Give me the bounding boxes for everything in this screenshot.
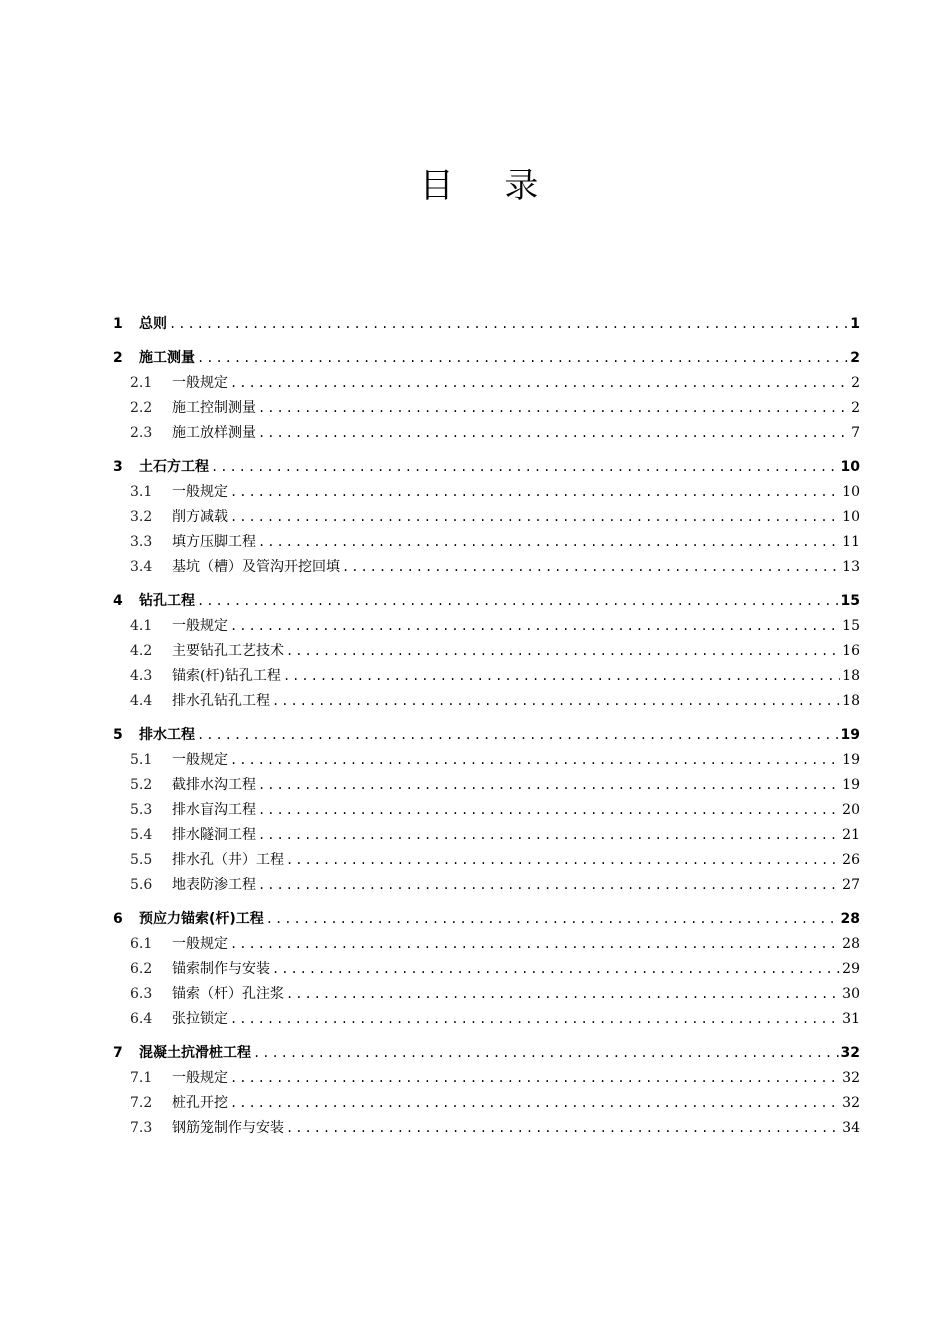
toc-dot-leader: [230, 1091, 840, 1116]
toc-entry-page: 11: [842, 534, 860, 550]
toc-entry-number: 4: [113, 593, 123, 609]
toc-entry-number: 7: [113, 1045, 123, 1061]
toc-section-entry[interactable]: [113, 664, 860, 689]
toc-entry-label: 一般规定: [172, 618, 228, 634]
toc-entry-page: 18: [842, 668, 860, 684]
toc-entry-number: 3.1: [130, 484, 153, 500]
toc-entry-page: 32: [842, 1095, 860, 1111]
toc-dot-leader: [286, 982, 840, 1007]
toc-entry-label: 排水孔钻孔工程: [172, 693, 270, 709]
toc-dot-leader: [258, 823, 840, 848]
toc-entry-label: 混凝土抗滑桩工程: [139, 1045, 251, 1061]
toc-entry-label: 锚索制作与安装: [172, 961, 270, 977]
toc-dot-leader: [258, 530, 840, 555]
toc-section-entry[interactable]: [113, 848, 860, 873]
toc-dot-leader: [258, 421, 849, 446]
toc-entry-label: 钢筋笼制作与安装: [172, 1120, 284, 1136]
toc-entry-page: 29: [842, 961, 860, 977]
toc-section-entry[interactable]: [113, 1091, 860, 1116]
toc-entry-page: 2: [850, 350, 860, 366]
toc-entry-number: 1: [113, 316, 123, 332]
toc-entry-label: 张拉锁定: [172, 1011, 228, 1027]
toc-chapter-entry[interactable]: [113, 723, 860, 748]
toc-entry-number: 5.5: [130, 852, 153, 868]
toc-section-entry[interactable]: [113, 396, 860, 421]
toc-entry-label: 一般规定: [172, 936, 228, 952]
table-of-contents: [113, 310, 860, 1141]
toc-section-entry[interactable]: [113, 873, 860, 898]
toc-section-entry[interactable]: [113, 982, 860, 1007]
toc-entry-page: 27: [842, 877, 860, 893]
toc-section-entry[interactable]: [113, 773, 860, 798]
toc-entry-page: 20: [842, 802, 860, 818]
toc-chapter-entry[interactable]: [113, 907, 860, 932]
toc-chapter-entry[interactable]: [113, 1041, 860, 1066]
toc-section-entry[interactable]: [113, 480, 860, 505]
toc-entry-number: 6.1: [130, 936, 153, 952]
toc-dot-leader: [253, 1041, 839, 1066]
toc-entry-number: 6: [113, 911, 123, 927]
toc-dot-leader: [197, 346, 848, 371]
toc-entry-label: 主要钻孔工艺技术: [172, 643, 284, 659]
toc-entry-page: 28: [842, 936, 860, 952]
toc-entry-page: 13: [842, 559, 860, 575]
toc-entry-page: 26: [842, 852, 860, 868]
toc-chapter-entry[interactable]: [113, 346, 860, 371]
toc-entry-number: 2: [113, 350, 123, 366]
toc-entry-label: 一般规定: [172, 1070, 228, 1086]
toc-entry-label: 钻孔工程: [139, 593, 195, 609]
toc-entry-number: 5: [113, 727, 123, 743]
toc-entry-number: 2.3: [130, 425, 153, 441]
toc-dot-leader: [283, 664, 840, 689]
toc-section-entry[interactable]: [113, 614, 860, 639]
toc-entry-number: 6.4: [130, 1011, 153, 1027]
toc-entry-label: 施工控制测量: [172, 400, 256, 416]
toc-entry-number: 6.3: [130, 986, 153, 1002]
toc-entry-page: 15: [840, 593, 860, 609]
toc-section-entry[interactable]: [113, 1116, 860, 1141]
toc-entry-page: 21: [842, 827, 860, 843]
toc-entry-label: 总则: [139, 316, 167, 332]
toc-entry-number: 6.2: [130, 961, 153, 977]
toc-entry-page: 18: [842, 693, 860, 709]
toc-dot-leader: [286, 848, 840, 873]
toc-entry-label: 桩孔开挖: [172, 1095, 228, 1111]
toc-entry-number: 5.1: [130, 752, 153, 768]
toc-entry-label: 施工测量: [139, 350, 195, 366]
toc-dot-leader: [258, 773, 840, 798]
toc-section-entry[interactable]: [113, 1066, 860, 1091]
toc-dot-leader: [197, 589, 839, 614]
toc-entry-number: 4.3: [130, 668, 153, 684]
toc-entry-number: 4.4: [130, 693, 153, 709]
toc-dot-leader: [230, 1007, 840, 1032]
toc-section-entry[interactable]: [113, 932, 860, 957]
toc-entry-label: 排水工程: [139, 727, 195, 743]
toc-section-entry[interactable]: [113, 1007, 860, 1032]
toc-section-entry[interactable]: [113, 421, 860, 446]
toc-entry-label: 基坑（槽）及管沟开挖回填: [172, 559, 340, 575]
toc-entry-page: 32: [840, 1045, 860, 1061]
toc-entry-page: 16: [842, 643, 860, 659]
toc-chapter-entry[interactable]: [113, 312, 860, 337]
toc-section-entry[interactable]: [113, 505, 860, 530]
toc-chapter-entry[interactable]: [113, 589, 860, 614]
toc-entry-label: 锚索（杆）孔注浆: [172, 986, 284, 1002]
toc-entry-label: 截排水沟工程: [172, 777, 256, 793]
toc-entry-label: 排水孔（井）工程: [172, 852, 284, 868]
toc-section-entry[interactable]: [113, 798, 860, 823]
toc-entry-label: 填方压脚工程: [172, 534, 256, 550]
toc-entry-page: 28: [840, 911, 860, 927]
toc-entry-page: 19: [842, 752, 860, 768]
toc-section-entry[interactable]: [113, 371, 860, 396]
toc-dot-leader: [230, 932, 840, 957]
toc-entry-number: 4.2: [130, 643, 153, 659]
toc-entry-label: 排水盲沟工程: [172, 802, 256, 818]
toc-section-entry[interactable]: [113, 639, 860, 664]
toc-entry-number: 7.2: [130, 1095, 153, 1111]
toc-entry-page: 10: [842, 484, 860, 500]
toc-dot-leader: [211, 455, 839, 480]
toc-entry-number: 5.3: [130, 802, 153, 818]
toc-dot-leader: [286, 1116, 840, 1141]
toc-dot-leader: [258, 798, 840, 823]
toc-entry-number: 5.2: [130, 777, 153, 793]
toc-dot-leader: [272, 957, 840, 982]
toc-entry-number: 5.4: [130, 827, 153, 843]
toc-entry-number: 2.2: [130, 400, 153, 416]
toc-entry-label: 预应力锚索(杆)工程: [139, 911, 264, 927]
toc-entry-page: 19: [842, 777, 860, 793]
toc-entry-number: 3: [113, 459, 123, 475]
toc-entry-page: 2: [851, 400, 860, 416]
toc-entry-number: 2.1: [130, 375, 153, 391]
toc-section-entry[interactable]: [113, 689, 860, 714]
toc-section-entry[interactable]: [113, 555, 860, 580]
toc-entry-label: 排水隧洞工程: [172, 827, 256, 843]
toc-section-entry[interactable]: [113, 823, 860, 848]
toc-entry-label: 一般规定: [172, 375, 228, 391]
toc-entry-page: 7: [851, 425, 860, 441]
toc-entry-label: 施工放样测量: [172, 425, 256, 441]
toc-dot-leader: [169, 312, 848, 337]
toc-entry-label: 一般规定: [172, 484, 228, 500]
toc-dot-leader: [286, 639, 840, 664]
toc-dot-leader: [230, 614, 840, 639]
toc-entry-page: 32: [842, 1070, 860, 1086]
toc-entry-number: 7.3: [130, 1120, 153, 1136]
toc-entry-page: 19: [840, 727, 860, 743]
toc-dot-leader: [258, 873, 840, 898]
toc-entry-page: 10: [840, 459, 860, 475]
toc-dot-leader: [197, 723, 839, 748]
toc-chapter-entry[interactable]: [113, 455, 860, 480]
toc-dot-leader: [230, 748, 840, 773]
toc-entry-number: 5.6: [130, 877, 153, 893]
toc-entry-number: 3.3: [130, 534, 153, 550]
toc-dot-leader: [230, 505, 840, 530]
toc-section-entry[interactable]: [113, 957, 860, 982]
toc-entry-page: 34: [842, 1120, 860, 1136]
toc-entry-number: 7.1: [130, 1070, 153, 1086]
toc-dot-leader: [342, 555, 840, 580]
toc-dot-leader: [272, 689, 840, 714]
toc-entry-label: 削方减载: [172, 509, 228, 525]
toc-entry-label: 土石方工程: [139, 459, 209, 475]
toc-entry-number: 4.1: [130, 618, 153, 634]
toc-entry-page: 10: [842, 509, 860, 525]
toc-dot-leader: [230, 480, 840, 505]
toc-dot-leader: [230, 1066, 840, 1091]
toc-entry-page: 31: [842, 1011, 860, 1027]
toc-entry-page: 15: [842, 618, 860, 634]
toc-entry-number: 3.2: [130, 509, 153, 525]
toc-entry-label: 锚索(杆)钻孔工程: [172, 668, 281, 684]
toc-dot-leader: [230, 371, 849, 396]
toc-dot-leader: [266, 907, 839, 932]
toc-entry-number: 3.4: [130, 559, 153, 575]
toc-dot-leader: [258, 396, 849, 421]
toc-section-entry[interactable]: [113, 748, 860, 773]
toc-entry-page: 1: [850, 316, 860, 332]
toc-entry-page: 2: [851, 375, 860, 391]
toc-title: 目 录: [419, 166, 559, 206]
toc-entry-label: 地表防渗工程: [172, 877, 256, 893]
toc-entry-label: 一般规定: [172, 752, 228, 768]
toc-entry-page: 30: [842, 986, 860, 1002]
toc-section-entry[interactable]: [113, 530, 860, 555]
